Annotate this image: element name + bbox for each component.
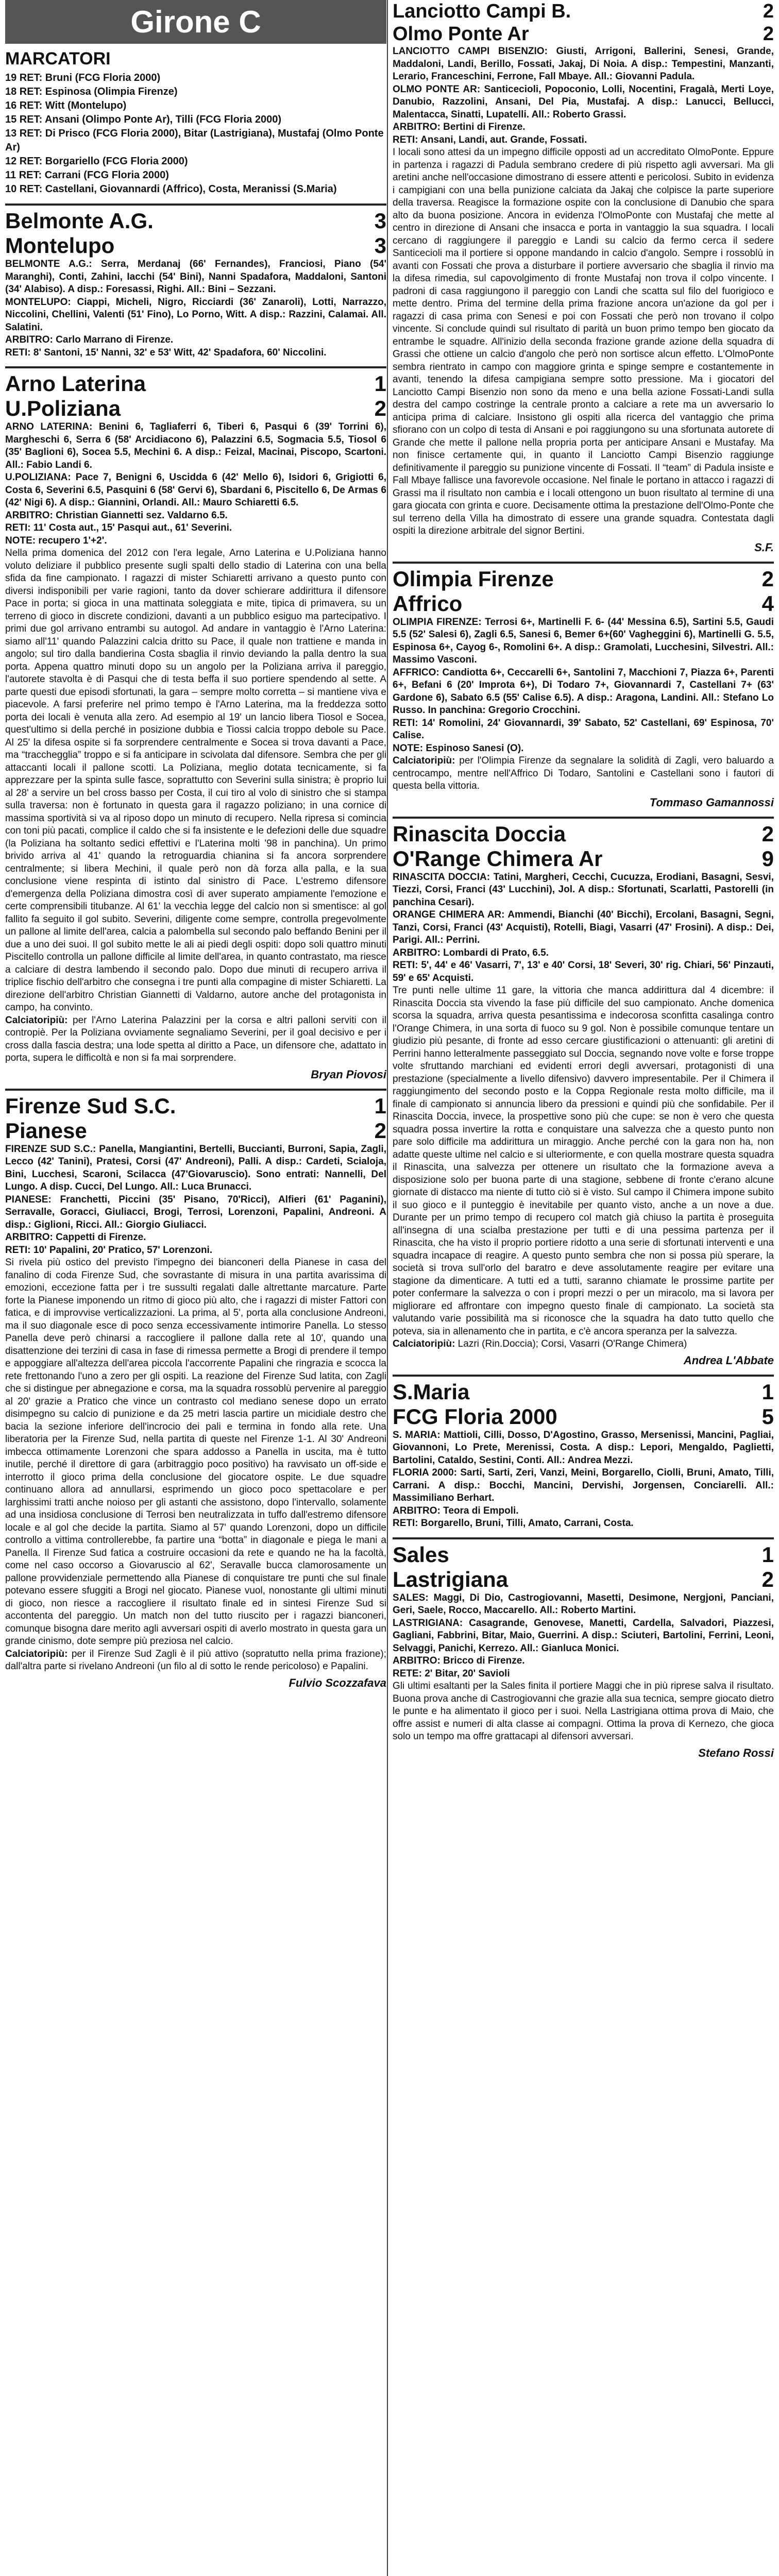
goals-paragraph: RETI: Borgarello, Bruni, Tilli, Amato, Carrani, Costa. xyxy=(393,1518,634,1529)
referee-paragraph: ARBITRO: Bricco di Firenze. xyxy=(393,1655,525,1666)
marcatori-line: 12 RET: Borgariello (FCG Floria 2000) xyxy=(5,156,188,167)
match-olimpia-affrico xyxy=(393,562,774,809)
home-team-row xyxy=(393,1380,774,1404)
away-team-row xyxy=(5,233,386,258)
home-team-row xyxy=(5,1094,386,1118)
author-byline: S.F. xyxy=(754,540,774,554)
away-team-score: 2 xyxy=(374,1118,386,1143)
lineup-paragraph: ORANGE CHIMERA AR: Ammendi, Bianchi (40' Bicchi), Ercolani, Basagni, Segni, Tanzi, Corsi, Franci (43' Acquisti), Rotelli, Biagi, Vasarri (47' Frosini). A disp.: Dei, Parigi. All.: Perrini. xyxy=(393,909,774,945)
home-team-score: 1 xyxy=(374,1093,386,1118)
away-team-name: FCG Floria 2000 xyxy=(393,1404,557,1429)
players-highlight: Calciatoripiù: Lazri (Rin.Doccia); Corsi, Vasarri (O'Range Chimera) xyxy=(393,1338,687,1349)
referee-paragraph: ARBITRO: Lombardi di Prato, 6.5. xyxy=(393,947,549,958)
home-team-name: Firenze Sud S.C. xyxy=(5,1093,176,1118)
lineup-paragraph: AFFRICO: Candiotta 6+, Ceccarelli 6+, Santolini 7, Macchioni 7, Piazza 6+, Parenti 6+, Befani 6 (20' Improta 6+), Di Todaro 7+, Giovannardi 7, Castellani 7+ (63' Gardone 6), Sabato 6.5 (55' Calise 6.5). A disp.: Aragona, Landini. All.: Stefano Lo Russo. In panchina: Gregorio Crocchini. xyxy=(393,667,774,716)
home-team-name: S.Maria xyxy=(393,1379,470,1404)
referee-paragraph: ARBITRO: Christian Giannetti sez. Valdarno 6.5. xyxy=(5,510,228,521)
lineup-paragraph: LANCIOTTO CAMPI BISENZIO: Giusti, Arrigoni, Ballerini, Senesi, Grande, Maddaloni, Landi, Berillo, Fossati, Jakaj, Di Noia. A disp.: Tempestini, Manzanti, Lerario, Franceschini, Ferrone, Fall Mbaye. All.: Giovanni Padula. xyxy=(393,46,774,82)
author-byline: Stefano Rossi xyxy=(698,1746,774,1759)
away-team-score: 9 xyxy=(761,846,774,871)
marcatori-line: 15 RET: Ansani (Olimpo Ponte Ar), Tilli (FCG Floria 2000) xyxy=(5,114,282,125)
lineup-paragraph: OLIMPIA FIRENZE: Terrosi 6+, Martinelli F. 6- (44' Messina 6.5), Sartini 5.5, Gaudi 5.5 (52' Salesi 6), Zagli 6.5, Sanesi 6, Bemer 6+(60' Vagheggini 6), Martinelli G. 5.5, Espinosa 6+, Cayog 6-, Romolini 6+. A disp.: Gramolati, Lucchesini, Silvestri. All.: Massimo Vasconi. xyxy=(393,616,774,665)
right-column xyxy=(393,0,774,1762)
match-report: I locali sono attesi da un impegno difficile opposti ad un accreditato OlmoPonte. Eppure in partenza i ragazzi di Padula sembrano credere di più rispetto agli avversari. Ma gli aretini anche nell'occasione dimostrano di essere attenti e pericolosi. Subito in evidenza i campigiani con una bella punizione calciata da Jakaj che colpisce la parte superiore della traversa. Reagisce la formazione ospite con la conclusione di Danubio che spara alto da buona posizione. Ancora in evidenza l'OlmoPonte con Mustafaj che mette al centro in direzione di Ansani che insacca e porta in vantaggio la sua squadra. I locali cercano di raggiungere il pareggio e Landi su calcio da fermo cerca il sedere Santicecioli ma il portiere si oppone mandando in calcio d'angolo. Sempre i rossoblù in avanti con Fossati che prova a disturbare il portiere avversario che sbaglia il rinvio ma la difesa rimedia, sul capovolgimento di fronte Mustafaj non trova il colpo vincente. I padroni di casa raggiungono il pareggio con Landi che scatta sul filo del fuorigioco e mette dentro. Prima del termine della prima frazione ancora un'azione da gol per i ragazzi di casa prima con Senesi e poi con Fossati che però non trovano il colpo vincente. Si conclude quindi sul risultato di parità un buon primo tempo ben giocato da entrambe le squadre. All'inizio della seconda frazione grande azione della squadra di Grassi che ottiene un calcio d'angolo che però non sortisce alcun effetto. L'OlmoPonte sembra rientrato in campo con maggiore grinta e spinge sempre e costantemente in avanti, tenendo la difesa campigiana sempre sotto pressione. Ma i giocatori del Lanciotto Campi Bisenzio non sono da meno e una bella azione Fossati-Landi sulla destra del campo costringe la centrale pronto a calciare a rete ma un avversario lo anticipa prima di calciare. Insistono gli ospiti alla ricerca del vantaggio che prima sfiorano con un colpo di testa di Ansani e poi raggiungono su una sfortunata autorete di Grande che mette il pallone nella propria porta per anticipare Ansani e Mustafay. Ma non finisce certamente qui, in quanto il Lanciotto Campi Bisenzio raggiunge definitivamente il pareggio su punizione vincente di Fossati. Il “team” di Padula insiste e Fall Mbaye fallisce una favorevole occasione. Nel finale le portano in attacco i ragazzi di Grassi ma il risultato non cambia e i locali ottengono un buon risultato al termine di una gara giocata con grinta e cuore. Decisamente ottima la prestazione dell'Olmo-Ponte che sul terreno della Villa ha dimostrato di essere una grande squadra. Contestata dagli ospiti la direzione arbitrale del signor Bertini. xyxy=(393,147,774,536)
marcatori-line: 16 RET: Witt (Montelupo) xyxy=(5,100,127,111)
column-divider xyxy=(387,0,388,2576)
lineup-paragraph: BELMONTE A.G.: Serra, Merdanaj (66' Fernandes), Franciosi, Piano (54' Maranghi), Conti, Zahini, Iacchi (54' Bini), Nanni Spadafora, Maddaloni, Santoni (34' Alabiso). A disp.: Foresassi, Righi. All.: Bini – Sezzani. xyxy=(5,259,386,295)
home-team-name: Sales xyxy=(393,1542,449,1567)
home-team-score: 2 xyxy=(761,566,774,591)
referee-paragraph: ARBITRO: Cappetti di Firenze. xyxy=(5,1232,146,1243)
goals-paragraph: RETI: 8' Santoni, 15' Nanni, 32' e 53' Witt, 42' Spadafora, 60' Niccolini. xyxy=(5,347,327,358)
lineup-paragraph: PIANESE: Franchetti, Piccini (35' Pisano, 70'Ricci), Alfieri (61' Paganini), Serravalle, Goracci, Giuliacci, Brogi, Terrosi, Lorenzoni, Papalini, Andreoni. A disp.: Giglioni, Ricci. All.: Giorgio Giuliacci. xyxy=(5,1194,386,1230)
match-report: Nella prima domenica del 2012 con l'era legale, Arno Laterina e U.Poliziana hanno voluto deliziare il pubblico presente sugli spalti dello stadio di Laterina con una bella sfida da fine campionato. I ragazzi di mister Schiaretti arrivano a questo punto con diversi indisponibili per varie ragioni, tanto da dover schierare addirittura il difensore Pace in porta; si gioca in una mattinata soleggiata e mite, tipica di primavera, su un terreno di gioco in discrete condizioni, davanti a un pubblico esiguo ma partecipativo. I primi due gol arrivano entrambi su autogol. Ad andare in vantaggio è l'Arno Laterina: siamo all'11' quando Palazzini calcia dritto su Pace, il quale non trattiene e manda in angolo; sul tiro dalla bandierina Costa sbaglia il rinvio deviando la palla dentro la sua porta. Appena quattro minuti dopo su un angolo per la Poliziana arriva il pareggio, l'autorete stavolta è di Pasqui che di testa beffa il suo portiere spendendo al sette. A parte questi due episodi sfortunati, la gara – sempre molto corretta – si mantiene viva e piacevole. A farsi preferire nel primo tempo è l'Arno Laterina, ma la freddezza sotto porta dei locali è venuta alla zero. Ad esempio al 19' un lancio libera Tiosol e Socea, quest'ultimo si della perché in posizione dubbia e Tiossi calcia troppo debole su Pace. Al 25' la difesa ospite si fa sorprendere centralmente e Socea si trova davanti a Pace, ma “tracchegglia” troppo e si fa anticipare in scivolata dal difensore. Sembra che per gli attaccanti locali il pallone scotti. La Poliziana, meglio dotata tecnicamente, si fa apprezzare per la spinta sulle fasce, soprattutto con Severini sulla sinistra; è proprio lui al 28' a servire un bel cross basso per Costa, il cui tiro al volo di sinistro che si stampa sulla traversa: non è fortunato in questa gara il ragazzo poliziano; in una cornice di massima sportività si va al riposo dopo un minuto di recupero. Nella ripresa si comincia con toni più pacati, complice il caldo che si fa insistente e le defezioni delle due squadre (la Poliziana ha soltanto sedici effettivi e l'Laterina molti '98 in panchina). Un primo brivido arriva al 41' quando la retroguardia chianina si fa ancora sorprendere centralmente; si libera Mechini, il quale però non dà forza alla palla, e la sua conclusione viene respinta di istinto dal sinistro di Pace. L'estremo difensore d'emergenza della Poliziana dimostra così di aver superato ampiamente l'emozione e certe comprensibili titubanze. Al 61' la vecchia legge del calcio non si smentisce: al gol fallito fa seguito il gol subito. Severini, diligente come sempre, controlla pregevolmente un pallone al limite dell'area, calcia a palombella sul secondo palo beffando Benini per il due a uno dei suoi. Il gol subito mette le ali ai piedi degli ospiti: dopo soli quattro minuti Piscitello controlla un pallone difficile al limite dell'area, in quanto contrastato, ma riesce a calciare di destra lambendo il secondo palo. Dopo due minuti di recupero arriva il triplice fischio dell'arbitro che consegna i tre punti alla compagine di mister Schiaretti. La direzione dell'arbitro Christian Giannetti di Valdarno, autore anche del protagonista in campo, ha convinto. xyxy=(5,548,386,1013)
match-belmonte-montelupo xyxy=(5,204,386,359)
lineup-paragraph: S. MARIA: Mattioli, Cilli, Dosso, D'Agostino, Grasso, Mersenissi, Mancini, Pagliai, Giovannoni, Lo Prete, Merenissi, Costa. A disp.: Lepori, Mengaldo, Paglietti, Bartolini, Cataldo, Sestini, Conti. All.: Andrea Mezzi. xyxy=(393,1429,774,1466)
home-team-name: Arno Laterina xyxy=(5,371,146,396)
match-rinascita-orange xyxy=(393,817,774,1367)
away-team-name: Affrico xyxy=(393,591,463,616)
home-team-name: Lanciotto Campi B. xyxy=(393,1,571,22)
group-banner: Girone C xyxy=(5,0,386,44)
away-team-row xyxy=(393,846,774,871)
home-team-row xyxy=(5,371,386,396)
lineup-paragraph: FLORIA 2000: Sarti, Sarti, Zeri, Vanzi, Meini, Borgarello, Ciolli, Bruni, Amato, Tilli, Carrani. A disp.: Bocchi, Mancini, Dervishi, Jorgensen, Conciarelli. All.: Massimiliano Berhart. xyxy=(393,1467,774,1503)
referee-paragraph: ARBITRO: Bertini di Firenze. xyxy=(393,122,526,132)
home-team-score: 1 xyxy=(761,1379,774,1404)
away-team-score: 5 xyxy=(761,1404,774,1429)
goals-paragraph: RETI: 10' Papalini, 20' Pratico, 57' Lorenzoni. xyxy=(5,1244,213,1256)
away-team-row xyxy=(5,396,386,421)
away-team-score: 4 xyxy=(761,591,774,616)
players-highlight: Calciatoripiù: per l'Arno Laterina Palazzini per la corsa e altri palloni serviti con il contropiè. Per la Poliziana ovviamente segnaliamo Severini, per il goal decisivo e per i cross dalla fascia destra; una lode spetta al diritto a Pace, un difensore che, adattato in porta, supera le difficoltà e non si fa mai sorprendere. xyxy=(5,1014,386,1063)
away-team-name: Olmo Ponte Ar xyxy=(393,23,529,45)
away-team-name: Lastrigiana xyxy=(393,1567,509,1591)
referee-paragraph: ARBITRO: Teora di Empoli. xyxy=(393,1505,519,1516)
marcatori-list xyxy=(5,71,386,196)
away-team-score: 3 xyxy=(374,233,386,258)
goals-paragraph: RETE: 2' Bitar, 20' Savioli xyxy=(393,1668,510,1679)
home-team-score: 1 xyxy=(761,1542,774,1567)
match-smaria-floria xyxy=(393,1375,774,1530)
notes-paragraph: NOTE: Espinoso Sanesi (O). xyxy=(393,742,524,754)
away-team-score: 2 xyxy=(374,396,386,420)
away-team-name: Montelupo xyxy=(5,233,115,258)
goals-paragraph: RETI: 5', 44' e 46' Vasarri, 7', 13' e 40' Corsi, 18' Severi, 30' rig. Chiari, 56' Pinzauti, 59' e 65' Acquisti. xyxy=(393,960,774,984)
home-team-score: 2 xyxy=(763,1,774,22)
marcatori-title: MARCATORI xyxy=(5,49,111,69)
marcatori-line: 10 RET: Castellani, Giovannardi (Affrico), Costa, Meranissi (S.Maria) xyxy=(5,183,337,195)
lineup-paragraph: LASTRIGIANA: Casagrande, Genovese, Manetti, Cardella, Salvadori, Piazzesi, Gagliani, Fabbrini, Bitar, Maio, Guerrini. A disp.: Sciuteri, Bartolini, Ferrini, Leoni, Selvaggi, Panichi, Kerrezo. All.: Gianluca Monici. xyxy=(393,1617,774,1654)
lineup-paragraph: ARNO LATERINA: Benini 6, Tagliaferri 6, Tiberi 6, Pasqui 6 (39' Torrini 6), Margheschi 6, Serra 6 (58' Arcidiacono 6), Palazzini 6.5, Sogmacia 5.5, Tiosol 6 (35' Baglioni 6), Socea 5.5, Mechini 6. A disp.: Feizal, Macinai, Piscopo, Scartoni. All.: Fabio Landi 6. xyxy=(5,421,386,470)
home-team-row xyxy=(393,0,774,23)
left-column xyxy=(5,0,386,1692)
referee-paragraph: ARBITRO: Carlo Marrano di Firenze. xyxy=(5,334,174,345)
author-byline: Bryan Piovosi xyxy=(311,1067,386,1081)
away-team-row xyxy=(393,1404,774,1429)
lineup-paragraph: U.POLIZIANA: Pace 7, Benigni 6, Uscidda 6 (42' Mello 6), Isidori 6, Grigiotti 6, Costa 6, Severini 6.5, Pasquini 6 (58' Gervi 6), Sbardani 6, Piscitello 6, De Armas 6 (42' Nigi 6). A disp.: Giannini, Orlandi. All.: Mauro Schiaretti 6.5. xyxy=(5,472,386,508)
author-byline: Fulvio Scozzafava xyxy=(289,1676,386,1689)
marcatori-line: 13 RET: Di Prisco (FCG Floria 2000), Bitar (Lastrigiana), Mustafaj (Olmo Ponte Ar) xyxy=(5,128,384,153)
away-team-score: 2 xyxy=(761,1567,774,1591)
away-team-row xyxy=(393,23,774,45)
match-lanciotto-olmo xyxy=(393,0,774,554)
goals-paragraph: RETI: 14' Romolini, 24' Giovannardi, 39' Sabato, 52' Castellani, 69' Espinosa, 70' Calise. xyxy=(393,717,774,741)
lineup-paragraph: FIRENZE SUD S.C.: Panella, Mangiantini, Bertelli, Buccianti, Burroni, Sapia, Zagli, Lecco (42' Tanini), Pratesi, Corsi (47' Andreoni), Palli. A disp.: Cardeti, Scialoja, Bini, Lucchesi, Scaroni, Scilacca (47'Giovaruscio). Sono entrati: Nannelli, Del Lungo. A disp. Cucci, Del Lungo. All.: Luca Brunacci. xyxy=(5,1143,386,1192)
away-team-name: U.Poliziana xyxy=(5,396,121,420)
lineup-paragraph: RINASCITA DOCCIA: Tatini, Margheri, Cecchi, Cucuzza, Erodiani, Basagni, Sesvi, Tiezzi, Corsi, Franci (43' Lucchini), Jol. A disp.: Sfortunati, Scarlatti, Pastorelli (in panchina Cesari). xyxy=(393,871,774,908)
lineup-paragraph: MONTELUPO: Ciappi, Micheli, Nigro, Ricciardi (36' Zanaroli), Lotti, Narrazzo, Niccolini, Chellini, Valenti (51' Fino), Lo Porno, Witt. A disp.: Razzini, Calamai. All. Salatini. xyxy=(5,296,386,333)
home-team-score: 2 xyxy=(761,821,774,846)
match-report: Si rivela più ostico del previsto l'impegno dei bianconeri della Pianese in casa del fanalino di coda Firenze Sud, che sovrastante di misura in una partita avarissima di emozioni, eccezione fatta per i tre sussulti regalati dalle altrettante marcature. Parte forte la Pianese imponendo un ritmo di gioco più alto, che i ragazzi di mister Fattori con fatica, e di improvvise verticalizzazioni. La prima, al 5', porta alla conclusione Andreoni, ma il suo diagonale esce di poco senza eccessivamente intimorire Panella. Lo stesso Panella deve però chinarsi a raccogliere il pallone dalla rete al 10', quando una disattenzione dei terzini di casa in fase di rimessa permette a Brogi di prendere il tempo e appoggiare all'altezza dell'area piccola l'accorrente Papalini che ringrazia e scocca la rete frettonando l'uno a zero per gli ospiti. La reazione del Firenze Sud latita, con Zagli che si distingue per abnegazione e corsa, ma la squadra rossoblù pervenire al pareggio al 20' grazie a Pratico che vince un contrasto col mediano senese dopo un errato disimpegno su calcio di punizione e da 25 metri lascia partire un micidiale destro che bacia la sezione inferiore dell'incrocio dei pali e termina in fondo alla rete. Una liberatoria per la Firenze Sud, nella partita di queste nel Firenze 1-1. Al 30' Andreoni imbecca ottimamente Lorenzoni che spara addosso a Panella in uscita, ma è tutto inutile, perché il direttore di gara (arbitraggio poco positivo) ha ravvisato un off-side e interrotto il gioco prima della conclusione del giocatore ospite. Le due squadre continuano allora ad annullarsi, esprimendo un gioco poco spettacolare e per larghissimi tratti anche noioso per gli astanti che assistono, dopo l'intervallo, solamente ad una insidiosa conclusione di Terrosi ben neutralizzata in tuffo dall'estremo difensore locale e al gol che decide la partita. Siamo al 57' quando Lorenzoni, dopo un difficile controllo a vittima controllerebbe, fa partire una “botta” in diagonale e piega le mani a Panella. Il Firenze Sud fatica a costruire occasioni da rete e quando ne ha la facoltà, come nel caso occorso a Giovaruscio al 62', Seravalle bucca clamorosamente un pallone provvidenziale permettendo alla Pianese di conquistare tre punti che sul finale potevano essere sfuggiti a Brogi nel giocato. Pianese vuol, nonostante gli ultimi minuti di gioco, non riesce a raccogliere il risultato finale ed in sintesi Firenze Sud si accontenta del pareggio. Un match non del tutto riuscito per i ragazzi bianconeri, comunque bisogna dare merito agli avversari ospiti di averlo mostrato in questa gara un grande cinismo, dote sempre più preziosa nel calcio. xyxy=(5,1257,386,1647)
goals-paragraph: RETI: Ansani, Landi, aut. Grande, Fossati. xyxy=(393,134,587,145)
goals-paragraph: RETI: 11' Costa aut., 15' Pasqui aut., 61' Severini. xyxy=(5,522,232,533)
away-team-row xyxy=(5,1118,386,1143)
home-team-row xyxy=(5,209,386,233)
author-byline: Andrea L'Abbate xyxy=(683,1353,774,1367)
marcatori-line: 19 RET: Bruni (FCG Floria 2000) xyxy=(5,72,161,83)
home-team-name: Belmonte A.G. xyxy=(5,209,154,233)
away-team-row xyxy=(393,1567,774,1592)
marcatori-line: 18 RET: Espinosa (Olimpia Firenze) xyxy=(5,86,178,97)
match-report: Gli ultimi esaltanti per la Sales finita il portiere Maggi che in più riprese salva il risultato. Buona prova anche di Castrogiovanni che grazie alla sua tecnica, sempre giocato dietro le punte e ha alimentato il gioco per i suoi. Nella Lastrigiana ottima prova di Maio, che offre assist e numeri di alta classe ai compagni. Ottima la prova di Kernezo, che gioca solo un tempo ma offre grattacapi al difensori avversari. xyxy=(393,1681,774,1742)
lineup-paragraph: SALES: Maggi, Di Dio, Castrogiovanni, Masetti, Desimone, Nergjoni, Panciani, Geri, Saele, Rocco, Maccarello. All.: Roberto Martini. xyxy=(393,1592,774,1616)
match-sales-lastrigiana xyxy=(393,1537,774,1760)
match-arno-poliziana xyxy=(5,366,386,1081)
marcatori-line: 11 RET: Carrani (FCG Floria 2000) xyxy=(5,170,169,181)
away-team-name: O'Range Chimera Ar xyxy=(393,846,603,871)
home-team-row xyxy=(393,1543,774,1567)
players-highlight: Calciatoripiù: per l'Olimpia Firenze da segnalare la solidità di Zagli, vero baluardo a centrocampo, mentre nell'Affrico Di Todaro, Santolini e Castellani sono i fautori di questa bella vittoria. xyxy=(393,755,774,791)
home-team-row xyxy=(393,567,774,591)
home-team-score: 3 xyxy=(374,209,386,233)
author-byline: Tommaso Gamannossi xyxy=(649,795,774,809)
home-team-row xyxy=(393,822,774,846)
away-team-row xyxy=(393,591,774,616)
match-firenzesud-pianese xyxy=(5,1089,386,1690)
home-team-name: Olimpia Firenze xyxy=(393,566,554,591)
home-team-name: Rinascita Doccia xyxy=(393,821,566,846)
match-report: Tre punti nelle ultime 11 gare, la vittoria che manca addirittura dal 4 dicembre: il Rinascita Doccia sta vivendo la fase più difficile del suo campionato. Anche domenica scorsa la squadra, arriva questa pesantissima e indecorosa sconfitta casalinga contro l'Orange Chimera, in una sorta di fuoco su 9 gol. Non è possibile comunque tentare un giudizio più pesante, di fronte ad esso cercare giustificazioni o attenuanti: gli aretini di Perrini hanno letteralmente passeggiato sul Doccia, segnando nove volte e forse troppe volte sfruttando marchiani ed evidenti errori degli avversari, protagonisti di una prestazione (specialmente a livello difensivo) davvero impresentabile. Per il Chimera il raggiungimento del secondo posto e la Coppa Regionale resta molto difficile, ma il finale di campionato si annuncia libero da pressioni e quindi più che sonfidabile. Per il Rinascita Doccia, invece, la prospettive sono più che cupe: se non è vero che questa squadra possa invertire la rotta e conquistare una salvezza che a questo punto non pare solo difficile ma addirittura un miraggio. Anche perché con la gara non ha, non adatte queste ultime nel calcio e si ulteriormente, e con quella mostrare questa squadra il Rinascita, una salvezza per ottenere un risultato che la formazione aveva a disposizione solo per buona parte di una stagione, sebbene di fronte c'erano alcune giornate di distacco ma niente di tutto ciò si è visto. Sul campo il Chimera impone subito il suo gioco e il punteggio è inevitabile per quanto visto, anche a un nove a due. Durante per un primo tempo di recupero col match già chiuso la partita è proseguita all'insegna di una scialba prestazione per tutti e di una pessima partenza per il Rinascita, che ha visto il proprio portiere ridotto a una serie di sfortunati interventi e una squadra incapace di reagire. A questo punto sembra che non si possa più sperare, la società si trova sull'orlo del baratro e deve assolutamente reagire per evitare una stagione da dimenticare. A tutti ed a tutti, saranno chiamate le prossime partite per poter confermare la salvezza o con i propri mezzi o per un miracolo, ma si lavora per migliorare ed affrontare con impegno questo finale di campionato. La società sta valutando varie possibilità ma si riconosce che la squadra ha dato tutto quello che poteva, sia in allenamento che in partita, e c'è ancora speranza per la salvezza. xyxy=(393,985,774,1337)
away-team-name: Pianese xyxy=(5,1118,87,1143)
home-team-score: 1 xyxy=(374,371,386,396)
notes-paragraph: NOTE: recupero 1'+2'. xyxy=(5,535,107,546)
players-highlight: Calciatoripiù: per il Firenze Sud Zagli è il più attivo (sopratutto nella prima frazione); dall'altra parte si rivelano Andreoni (un filo al di sotto le rende pericoloso) e Papalini. xyxy=(5,1648,386,1672)
away-team-score: 2 xyxy=(763,23,774,45)
lineup-paragraph: OLMO PONTE AR: Santicecioli, Popoconio, Lolli, Nocentini, Fragalà, Merti Loye, Danubio, Razzolini, Ansani, Del Pia, Mustafaj. A disp.: Lanucci, Bellucci, Malentacca, Sinatti, Lupatelli. All.: Roberto Grassi. xyxy=(393,83,774,120)
